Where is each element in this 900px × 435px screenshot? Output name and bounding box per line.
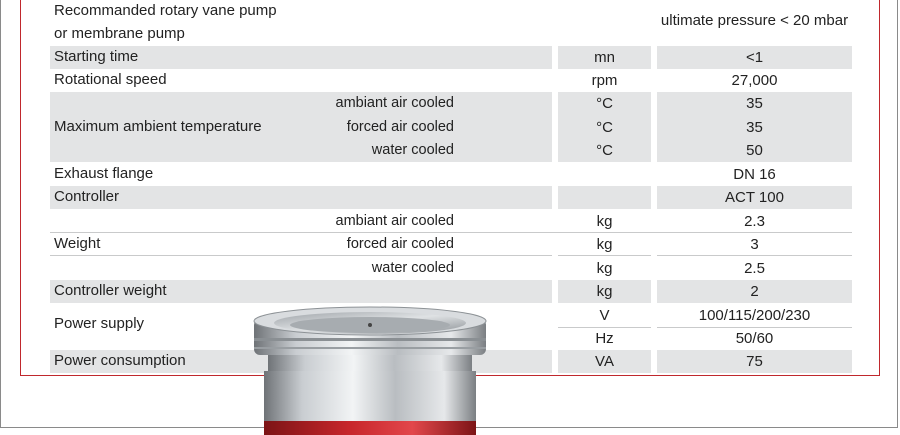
pump-value: ultimate pressure < 20 mbar (660, 12, 849, 29)
max-temp-sub-ambient-value: 35 (746, 95, 763, 112)
max-temp-sub-forced-value: 35 (746, 119, 763, 136)
controller-value: ACT 100 (725, 189, 784, 206)
row-starting-time (50, 46, 852, 69)
weight-divider (50, 255, 552, 256)
weight-sub-ambient-value: 2.3 (744, 213, 765, 230)
controller-label: Controller (54, 188, 120, 205)
weight-divider (50, 232, 852, 233)
controller-weight-value: 2 (750, 283, 759, 300)
pump-label-line2: or membrane pump (54, 25, 185, 42)
power-supply-label: Power supply (54, 315, 145, 332)
max-temp-sub-water-unit: °C (596, 142, 613, 159)
power-supply-volt-unit: V (599, 307, 610, 324)
max-temp-sub-water-label: water cooled (371, 142, 454, 158)
pump-label-line1: Recommanded rotary vane pump (54, 2, 277, 19)
weight-divider (558, 255, 651, 256)
rotational-speed-value: 27,000 (731, 72, 778, 89)
weight-divider (657, 255, 852, 256)
weight-sub-water-value: 2.5 (744, 260, 765, 277)
max-temp-label: Maximum ambient temperature (54, 118, 262, 135)
starting-time-label: Starting time (54, 48, 139, 65)
controller-weight-unit: kg (596, 283, 613, 300)
exhaust-flange-value: DN 16 (733, 166, 776, 183)
exhaust-flange-label: Exhaust flange (54, 165, 154, 182)
starting-time-value: <1 (745, 49, 764, 66)
weight-sub-forced-unit: kg (596, 236, 613, 253)
controller-weight-label: Controller weight (54, 282, 167, 299)
power-supply-hz-value: 50/60 (735, 330, 774, 347)
row-controller (50, 186, 852, 209)
max-temp-sub-forced-label: forced air cooled (346, 119, 454, 135)
weight-sub-water-unit: kg (596, 260, 613, 277)
row-weight (50, 210, 852, 280)
weight-label: Weight (54, 235, 101, 252)
max-temp-sub-ambient-label: ambiant air cooled (335, 95, 454, 111)
weight-sub-forced-label: forced air cooled (346, 236, 454, 252)
rotational-speed-label: Rotational speed (54, 71, 167, 88)
max-temp-sub-ambient-unit: °C (596, 95, 613, 112)
weight-sub-forced-value: 3 (750, 236, 759, 253)
starting-time-unit: mn (594, 49, 615, 66)
power-supply-volt-value: 100/115/200/230 (698, 307, 811, 324)
power-consumption-label: Power consumption (54, 352, 186, 369)
weight-sub-water-label: water cooled (371, 260, 454, 276)
row-controller-weight (50, 280, 852, 303)
row-exhaust-flange (50, 163, 852, 186)
rotational-speed-unit: rpm (591, 72, 618, 89)
max-temp-sub-water-value: 50 (746, 142, 763, 159)
power-consumption-unit: VA (595, 353, 614, 370)
row-max-ambient-temperature (50, 92, 852, 162)
row-rotational-speed (50, 69, 852, 92)
power-supply-hz-unit: Hz (595, 330, 614, 347)
max-temp-sub-forced-unit: °C (596, 119, 613, 136)
power-consumption-value: 75 (746, 353, 763, 370)
weight-sub-ambient-label: ambiant air cooled (335, 213, 454, 229)
turbo-pump-photo (252, 305, 488, 435)
weight-sub-ambient-unit: kg (596, 213, 613, 230)
row-recommended-pump (50, 0, 852, 46)
